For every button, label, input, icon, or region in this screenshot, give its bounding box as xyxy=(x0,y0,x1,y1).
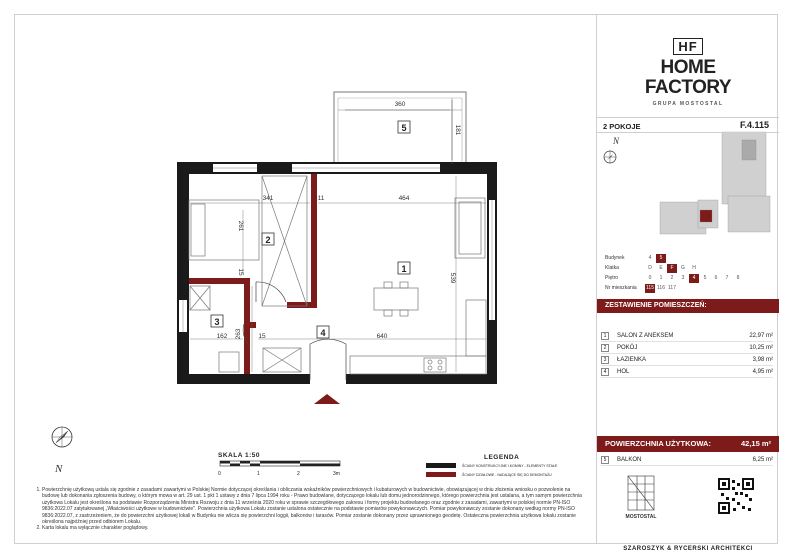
selector-cell[interactable]: 1 xyxy=(659,274,663,281)
selector-row xyxy=(605,283,744,293)
room-row xyxy=(601,342,773,354)
room-num: 1 xyxy=(601,332,609,340)
dim-15b: 15 xyxy=(258,333,266,340)
selector-cell[interactable]: 2 xyxy=(670,274,674,281)
legend-swatch-partition xyxy=(426,472,456,477)
selector-cell[interactable]: G xyxy=(681,264,685,271)
room-area: 3,98 m² xyxy=(752,356,773,363)
unit-rooms: 2 POKOJE xyxy=(603,122,641,131)
room-1-label: 1 xyxy=(401,264,407,274)
dim-162: 162 xyxy=(216,333,228,340)
dim-464: 464 xyxy=(398,195,410,202)
selector-cell[interactable]: 8 xyxy=(736,274,740,281)
selector-label: Piętro xyxy=(605,275,619,281)
room-2-label: 2 xyxy=(265,235,271,245)
structural-walls xyxy=(177,162,497,384)
total-area-label: POWIERZCHNIA UŻYTKOWA: xyxy=(605,439,711,448)
selector-cell[interactable]: F xyxy=(667,264,677,273)
dim-11: 11 xyxy=(317,195,325,202)
selector-cell[interactable]: 117 xyxy=(668,284,676,291)
room-num: 2 xyxy=(601,344,609,352)
entrance-arrow xyxy=(314,394,340,404)
dim-640: 640 xyxy=(376,333,388,340)
legend-label-partition: ŚCIANY DZIAŁOWE - NADAJĄCE SIĘ DO DEMONTAŻU xyxy=(462,472,552,477)
room-num: 3 xyxy=(601,356,609,364)
selector-cell[interactable]: E xyxy=(659,264,663,271)
brand-name: HOME FACTORY xyxy=(644,57,732,98)
rooms-section-title: ZESTAWIENIE POMIESZCZEŃ: xyxy=(597,299,779,313)
dim-181: 181 xyxy=(454,124,461,136)
selector-cell[interactable]: D xyxy=(648,264,652,271)
selector-cell[interactable]: 115 xyxy=(646,284,654,291)
selector-cell[interactable]: 4 xyxy=(648,254,652,261)
footnote-1: 1. Powierzchnię użytkową ustala się zgodnie z zasadami zawartymi w Polskiej Normie dotyczącej określania i obliczania wskaźników powierzchniowych i kubaturowych w budownictwie, obowiązującej w dniu złożenia wniosku o pozwolenie na budowę lub dokonania zgłoszenia budowy, o którym mowa w art. 29 ust. 1 pkt 1 ustawy z dnia 7 lipca 1994 roku - Prawo budowlane, dotyczącego lokalu lub domu jednorodzinnego, którego powierzchnia jest ustalana, a tym samym powierzchnia użytkowa Lokalu jest określona na podstawie Rozporządzenia Ministra Rozwoju z dnia 11 września 2020 roku w sprawie szczegółowego zakresu i formy projektu budowlanego oraz zgodnie z zasadami, zawartymi w polskiej normie PN-ISO 9836:2022.07 zatytułowanej „Właściwości użytkowe w budownictwie". Powierzchnia użytkowa Lokalu zostanie ustalona ostatecznie na podstawie pomiarów powykonawczych. Pomiar powykonawczy zostanie dokonany według normy PN-ISO 9836:2022.07, z zastrzeżeniem, że do powierzchni użytkowej lokali w Budynku nie wlicza się powierzchni loggii, balkonów i tarasów. Pomiar zostanie dokonany przez uprawnionego geodetę. Ostateczna powierzchnia użytkowa lokalu zostanie określona najpóźniej przed odbiorem Lokalu. xyxy=(42,487,583,525)
scale-label: SKALA 1:50 xyxy=(218,452,260,459)
room-name: HOL xyxy=(617,368,630,375)
room-area: 4,95 m² xyxy=(752,368,773,375)
footnote-2: 2. Karta lokalu ma wyłącznie charakter poglądowy. xyxy=(42,525,583,531)
legend-item-partition xyxy=(426,472,552,477)
location-selector xyxy=(605,253,744,293)
selector-cell[interactable]: 7 xyxy=(725,274,729,281)
selector-cell[interactable]: 0 xyxy=(648,274,652,281)
room-row xyxy=(601,354,773,366)
legend-item-structural xyxy=(426,463,557,468)
room-num: 4 xyxy=(601,368,609,376)
builder-name: MOSTOSTAL xyxy=(625,514,657,520)
unit-header xyxy=(597,117,779,133)
brand-logo xyxy=(617,38,759,107)
room-name: POKÓJ xyxy=(617,344,638,351)
selector-cell[interactable]: 3 xyxy=(681,274,685,281)
selector-cell[interactable]: 4 xyxy=(689,274,699,283)
scale-tick-2: 2 xyxy=(297,471,300,477)
room-5-label: 5 xyxy=(401,123,407,133)
selector-row xyxy=(605,273,744,283)
scale-tick-1: 1 xyxy=(257,471,260,477)
legend-label-structural: ŚCIANY KONSTRUKCYJNE I KOMINY - ELEMENTY STAŁE xyxy=(462,463,558,468)
balcony-name: BALKON xyxy=(617,456,642,463)
legend-swatch-structural xyxy=(426,463,456,468)
doors xyxy=(243,282,346,380)
dim-539: 539 xyxy=(449,272,456,284)
room-name: SALON Z ANEKSEM xyxy=(617,332,674,339)
brand-badge: HF xyxy=(673,38,702,55)
room-row xyxy=(601,366,773,378)
furniture xyxy=(189,176,486,374)
selector-cell[interactable]: 5 xyxy=(656,254,666,263)
dim-341: 341 xyxy=(262,195,274,202)
legend-title: LEGENDA xyxy=(484,454,520,461)
compass-bottom-label: N xyxy=(55,463,63,475)
selector-label: Nr mieszkania xyxy=(605,285,637,291)
scale-tick-0: 0 xyxy=(218,471,221,477)
dim-360: 360 xyxy=(394,101,406,108)
selector-cell[interactable]: 116 xyxy=(657,284,665,291)
selector-cell[interactable]: 5 xyxy=(703,274,707,281)
room-area: 22,97 m² xyxy=(749,332,773,339)
total-area-value: 42,15 m² xyxy=(740,439,771,448)
balcony-num: 5 xyxy=(601,456,609,464)
selector-cell[interactable]: H xyxy=(692,264,696,271)
scale-bar xyxy=(220,461,340,466)
room-3-label: 3 xyxy=(214,317,220,327)
unit-code: F.4.115 xyxy=(739,120,769,130)
compass-top-label: N xyxy=(613,136,620,146)
dim-261: 261 xyxy=(237,220,244,232)
room-area: 10,25 m² xyxy=(749,344,773,351)
dim-15a: 15 xyxy=(237,268,244,276)
room-list xyxy=(601,330,773,378)
compass-bottom-icon xyxy=(52,427,72,447)
total-area-bar xyxy=(597,436,779,452)
partition-walls xyxy=(189,174,317,374)
footnotes xyxy=(28,487,583,532)
selector-row xyxy=(605,253,744,263)
dim-263: 263 xyxy=(235,328,242,340)
selector-label: Klatka xyxy=(605,265,619,271)
sidebar xyxy=(596,14,778,552)
room-row xyxy=(601,330,773,342)
selector-label: Budynek xyxy=(605,255,625,261)
room-4-label: 4 xyxy=(320,328,326,338)
scale-tick-3: 3m xyxy=(333,471,340,477)
architect-credit: SZAROSZYK & RYCERSKI ARCHITEKCI xyxy=(623,546,753,552)
balcony-area: 6,25 m² xyxy=(752,456,773,463)
brand-group: GRUPA MOSTOSTAL xyxy=(652,101,724,107)
selector-cell[interactable]: 6 xyxy=(714,274,718,281)
selector-row xyxy=(605,263,744,273)
room-name: ŁAZIENKA xyxy=(617,356,647,363)
balcony-row xyxy=(601,454,773,466)
